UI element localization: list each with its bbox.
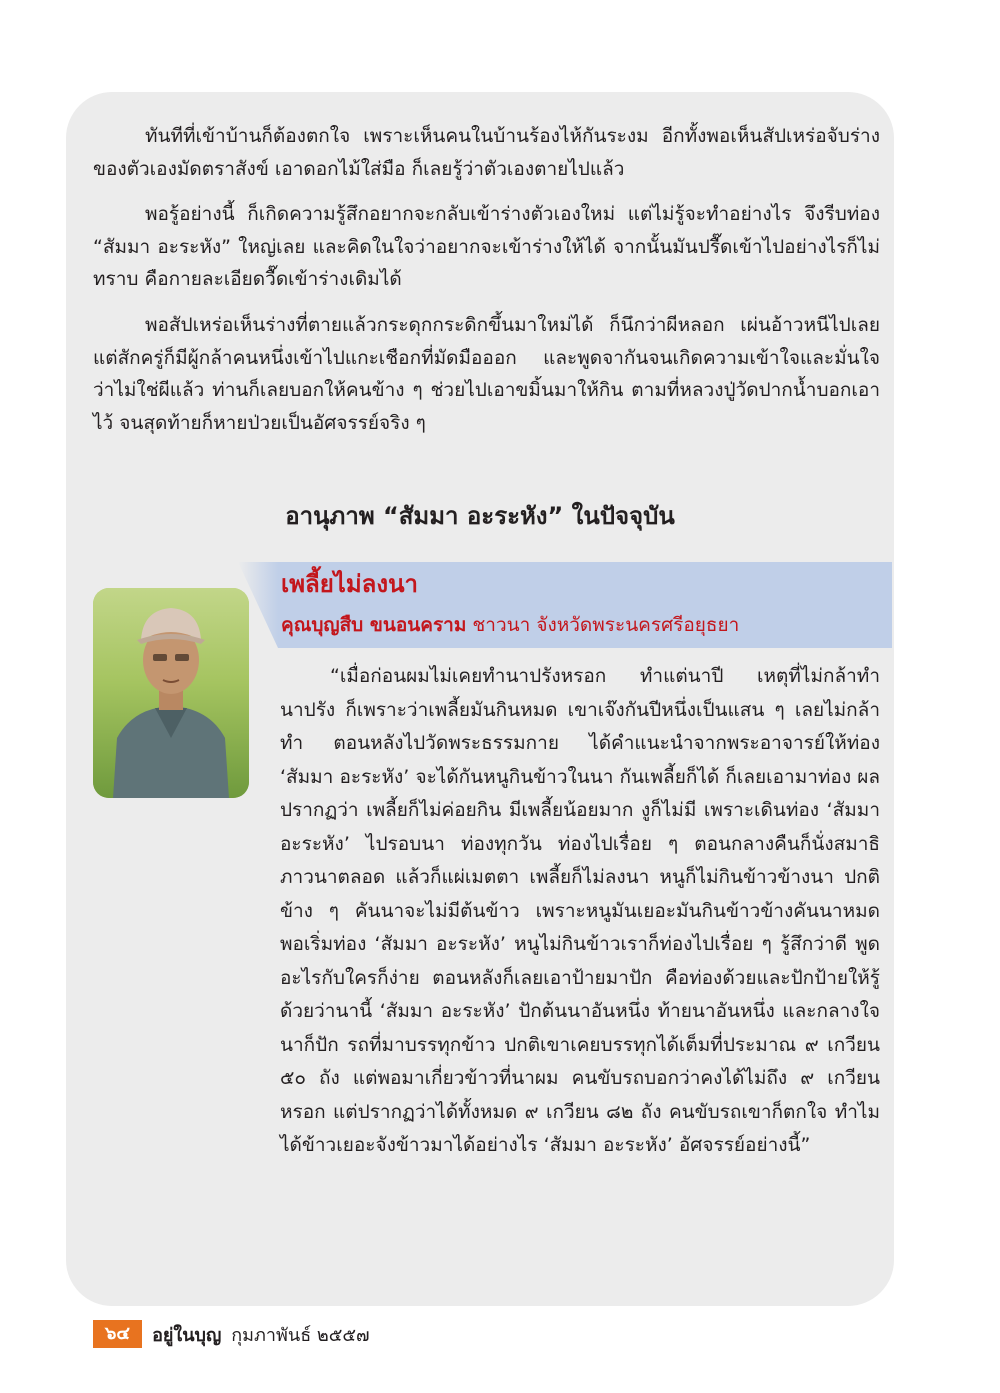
person-description: ชาวนา จังหวัดพระนครศรีอยุธยา: [466, 614, 740, 636]
paragraph-2: พอรู้อย่างนี้ ก็เกิดความรู้สึกอยากจะกลับเข้าร่างตัวเองใหม่ แต่ไม่รู้จะทำอย่างไร จึงรีบท่อง “สัมมา อะระหัง” ใหญ่เลย และคิดในใจว่าอยากจะเข้าร่างให้ได้ จากนั้นมันปรื๊ดเข้าไปอย่างไรก็ไม่ทราบ คือกายละเอียดวื๊ดเข้าร่างเดิมได้: [93, 203, 880, 291]
page-footer: [93, 1320, 370, 1348]
person-name: คุณบุญสืบ ขนอนคราม: [281, 614, 467, 636]
page-number: ๖๔: [93, 1320, 142, 1348]
farmer-quote: “เมื่อก่อนผมไม่เคยทำนาปรังหรอก ทำแต่นาปี เหตุที่ไม่กล้าทำนาปรัง ก็เพราะว่าเพลี้ยมันกินหมด เขาเจ๊งกันปีหนึ่งเป็นแสน ๆ เลยไม่กล้าทำ ตอนหลังไปวัดพระธรรมกาย ได้คำแนะนำจากพระอาจารย์ให้ท่อง ‘สัมมา อะระหัง’ จะได้กันหนูกินข้าวในนา กันเพลี้ยก็ได้ ก็เลยเอามาท่อง ผลปรากฏว่า เพลี้ยก็ไม่ค่อยกิน มีเพลี้ยน้อยมาก งูก็ไม่มี เพราะเดินท่อง ‘สัมมา อะระหัง’ ไปรอบนา ท่องทุกวัน ท่องไปเรื่อย ๆ ตอนกลางคืนก็นั่งสมาธิภาวนาตลอด แล้วก็แผ่เมตตา เพลี้ยก็ไม่ลงนา หนูก็ไม่กินข้าวข้างนา ปกติข้าง ๆ คันนาจะไม่มีต้นข้าว เพราะหนูมันเยอะมันกินข้าวข้างคันนาหมด พอเริ่มท่อง ‘สัมมา อะระหัง’ หนูไม่กินข้าวเราก็ท่องไปเรื่อย ๆ รู้สึกว่าดี พูดอะไรกับใครก็ง่าย ตอนหลังก็เลยเอาป้ายมาปัก คือท่องด้วยและปักป้ายให้รู้ด้วยว่านานี้ ‘สัมมา อะระหัง’ ปักต้นนาอันหนึ่ง ท้ายนาอันหนึ่ง และกลางใจนาก็ปัก รถที่มาบรรทุกข้าว ปกติเขาเคยบรรทุกได้เต็มที่ประมาณ ๙ เกวียน ๕๐ ถัง แต่พอมาเกี่ยวข้าวที่นาผม คนขับรถบอกว่าคงได้ไม่ถึง ๙ เกวียนหรอก แต่ปรากฏว่าได้ทั้งหมด ๙ เกวียน ๘๒ ถัง คนขับรถเขาก็ตกใจ ทำไมได้ข้าวเยอะจังข้าวมาได้อย่างไร ‘สัมมา อะระหัง’ อัศจรรย์อย่างนี้”: [280, 665, 880, 1156]
farmer-photo: [93, 588, 249, 798]
issue-date: กุมภาพันธ์ ๒๕๕๗: [231, 1324, 370, 1346]
farmer-photo-illustration: [93, 588, 249, 798]
section-heading: อานุภาพ “สัมมา อะระหัง” ในปัจจุบัน: [285, 502, 675, 530]
paragraph-1: ทันทีที่เข้าบ้านก็ต้องตกใจ เพราะเห็นคนในบ้านร้องไห้กันระงม อีกทั้งพอเห็นสัปเหร่อจับร่างของตัวเองมัดตราสังข์ เอาดอกไม้ใส่มือ ก็เลยรู้ว่าตัวเองตายไปแล้ว: [93, 125, 880, 180]
magazine-name: อยู่ในบุญ: [152, 1324, 222, 1346]
story-title: เพลี้ยไม่ลงนา: [281, 570, 418, 598]
paragraph-3: พอสัปเหร่อเห็นร่างที่ตายแล้วกระดุกกระดิกขึ้นมาใหม่ได้ ก็นึกว่าผีหลอก เผ่นอ้าวหนีไปเลย แต่สักครู่ก็มีผู้กล้าคนหนึ่งเข้าไปแกะเชือกที่มัดมือออก และพูดจากันจนเกิดความเข้าใจและมั่นใจว่าไม่ใช่ผีแล้ว ท่านก็เลยบอกให้คนข้าง ๆ ช่วยไปเอาขมิ้นมาให้กิน ตามที่หลวงปู่วัดปากน้ำบอกเอาไว้ จนสุดท้ายก็หายป่วยเป็นอัศจรรย์จริง ๆ: [93, 314, 880, 434]
byline: [281, 610, 739, 640]
